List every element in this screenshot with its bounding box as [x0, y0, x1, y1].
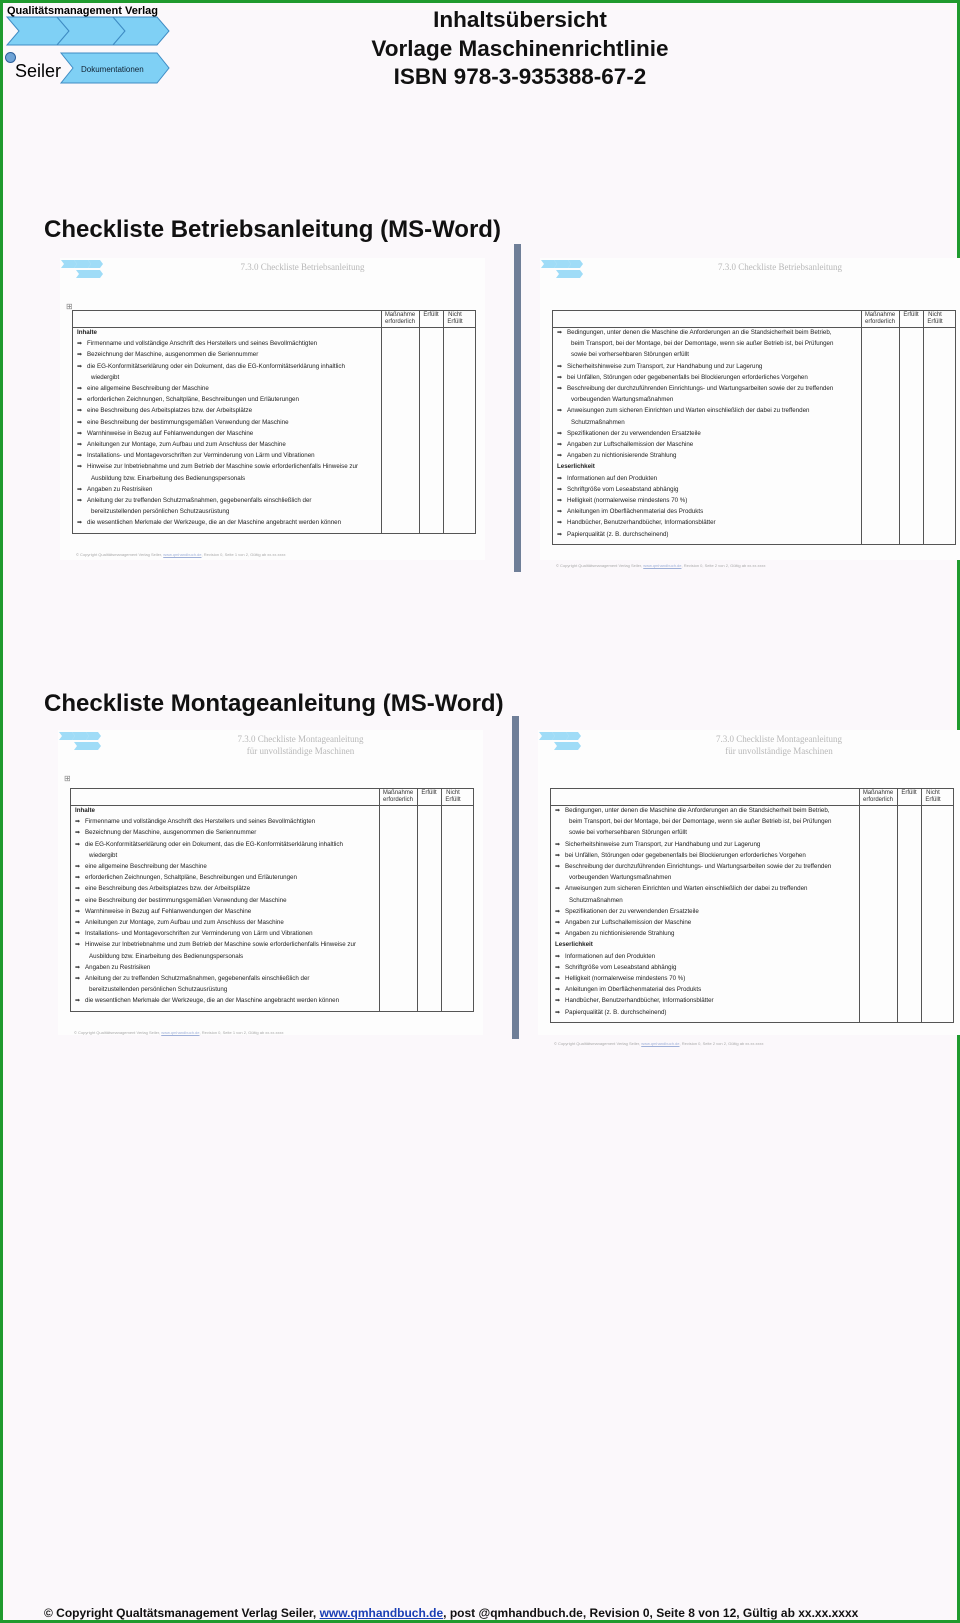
checklist-row-text: bei Unfällen, Störungen oder gegebenenfalls bei Blockierungen erforderliches Vorgehen — [565, 851, 806, 859]
arrow-icon: ➡ — [77, 352, 83, 359]
checklist-row — [75, 874, 297, 882]
checklist-row-text: wiedergibt — [91, 373, 120, 381]
arrow-icon: ➡ — [75, 897, 81, 904]
checklist-row-text: vorbeugenden Wartungsmaßnahmen — [571, 396, 674, 404]
preview-footer — [554, 1041, 764, 1046]
arrow-icon: ➡ — [75, 830, 81, 837]
checklist-row-text: Schriftgröße vom Leseabstand abhängig — [567, 485, 679, 493]
checklist-row — [75, 807, 95, 815]
checklist-row-text: erforderlichen Zeichnungen, Schaltpläne, Beschreibungen und Erläuterungen — [85, 874, 297, 882]
arrow-icon: ➡ — [77, 520, 83, 527]
arrow-icon: ➡ — [557, 531, 563, 538]
table-anchor-icon: ⊞ — [66, 302, 73, 311]
checklist-row-text: Bedingungen, unter denen die Maschine die Anforderungen an die Standsicherheit beim Betrieb, — [567, 329, 832, 336]
section-title-betriebsanleitung: Checkliste Betriebsanleitung (MS-Word) — [44, 216, 501, 243]
checklist-row-text: Firmenname und vollständige Anschrift des Herstellers und seines Bevollmächtigten — [85, 818, 316, 826]
arrow-icon: ➡ — [557, 408, 563, 415]
preview-footer-text: © Copyright Qualitätsmanagement Verlag Seiler, — [554, 1040, 641, 1046]
arrow-icon: ➡ — [555, 953, 561, 960]
mini-logo-icon — [538, 730, 583, 752]
checklist-row — [75, 829, 256, 837]
preview-title-line: 7.3.0 Checkliste Betriebsanleitung — [240, 262, 365, 272]
checklist-row-text: Spezifikationen der zu verwendenden Ersatzteile — [565, 907, 699, 915]
arrow-icon: ➡ — [555, 964, 561, 971]
preview-footer-rest: , Revision 0, Seite 1 von 2, Gültig ab xx.xx.xxxx — [201, 551, 286, 557]
checklist-row-text: Angaben zu nichtionisierende Strahlung — [565, 930, 675, 938]
checklist-row-text: erforderlichen Zeichnungen, Schaltpläne, Beschreibungen und Erläuterungen — [87, 396, 299, 404]
preview-footer-text: © Copyright Qualitätsmanagement Verlag Seiler, — [76, 551, 163, 557]
checklist-row-text: Anleitungen zur Montage, zum Aufbau und zum Anschluss der Maschine — [85, 919, 284, 926]
preview-title-line: 7.3.0 Checkliste Montageanleitung — [716, 734, 842, 744]
publisher-logo — [5, 5, 185, 90]
checklist-row — [77, 452, 315, 460]
checklist-row — [75, 885, 250, 893]
checklist-row-text: Schutzmaßnahmen — [569, 896, 623, 904]
checklist-row — [77, 340, 317, 348]
checklist-row-text: Leserlichkeit — [557, 463, 595, 471]
checklist-row-text: wiedergibt — [89, 851, 118, 859]
arrow-icon: ➡ — [77, 442, 83, 448]
arrow-icon: ➡ — [77, 386, 83, 392]
preview-footer-rest: , Revision 0, Seite 2 von 2, Gültig ab xx.xx.xxxx — [679, 1040, 764, 1046]
checklist-row-text: die wesentlichen Merkmale der Werkzeuge, die an der Maschine angebracht werden können — [85, 997, 340, 1005]
preview-footer — [76, 552, 286, 557]
preview-footer — [556, 563, 766, 568]
table-column-line — [899, 311, 900, 544]
column-header: Maßnahme erforderlich — [864, 312, 896, 325]
checklist-row — [557, 463, 595, 471]
checklist-row — [557, 531, 668, 539]
table-column-line — [897, 789, 898, 1022]
checklist-row — [77, 374, 119, 382]
arrow-icon: ➡ — [557, 386, 563, 392]
table-column-line — [443, 311, 444, 533]
arrow-icon: ➡ — [77, 464, 83, 471]
checklist-row — [557, 497, 687, 505]
header-line-3: ISBN 978-3-935388-67-2 — [393, 64, 647, 89]
table-column-line — [861, 311, 862, 544]
arrow-icon: ➡ — [557, 442, 563, 448]
table-column-line — [381, 311, 382, 533]
checklist-row-text: Beschreibung der durchzuführenden Einrichtungs- und Wartungsarbeiten sowie der zu treffenden — [567, 385, 834, 392]
preview-page-title — [600, 261, 960, 273]
checklist-row-text: Installations- und Montagevorschriften zur Verminderung von Lärm und Vibrationen — [85, 930, 313, 938]
column-header: Erfüllt — [421, 790, 437, 796]
logo-top-text: Qualitätsmanagement Verlag — [7, 5, 158, 17]
arrow-icon: ➡ — [75, 942, 81, 949]
checklist-row — [555, 930, 674, 938]
arrow-icon: ➡ — [555, 841, 561, 848]
preview-page-title — [118, 733, 483, 757]
checklist-row-text: eine Beschreibung der bestimmungsgemäßen Verwendung der Maschine — [87, 418, 289, 426]
arrow-icon: ➡ — [555, 864, 561, 870]
checklist-row-text: Bezeichnung der Maschine, ausgenommen die Seriennummer — [85, 829, 257, 837]
arrow-icon: ➡ — [557, 430, 563, 437]
arrow-icon: ➡ — [557, 486, 563, 493]
arrow-icon: ➡ — [75, 931, 81, 938]
arrow-icon: ➡ — [77, 408, 83, 415]
mini-logo-icon — [58, 730, 103, 752]
checklist-row-text: Helligkeit (normalerweise mindestens 70 %) — [567, 497, 688, 504]
checklist-row — [77, 508, 229, 516]
checklist-row-text: Angaben zur Luftschallemission der Maschine — [567, 441, 694, 448]
checklist-row-text: Bezeichnung der Maschine, ausgenommen die Seriennummer — [87, 351, 259, 359]
checklist-row — [555, 897, 623, 905]
checklist-row — [75, 975, 310, 983]
checklist-row — [555, 852, 806, 860]
checklist-row-text: Hinweise zur Inbetriebnahme und zum Betrieb der Maschine sowie erforderlichenfalls Hinweise zur — [87, 463, 359, 471]
logo-brand: Seiler — [15, 61, 62, 81]
checklist-row — [75, 897, 287, 905]
arrow-icon: ➡ — [555, 908, 561, 915]
checklist-row — [555, 1009, 666, 1017]
checklist-row — [77, 385, 209, 393]
checklist-row-text: Papierqualität (z. B. durchscheinend) — [565, 1008, 667, 1016]
arrow-icon: ➡ — [557, 363, 563, 370]
checklist-row-text: Leserlichkeit — [555, 941, 593, 949]
footer-link[interactable]: www.qmhandbuch.de — [319, 1606, 444, 1620]
checklist-row — [557, 396, 673, 404]
column-header: Maßnahme erforderlich — [382, 790, 414, 803]
checklist-row — [557, 441, 693, 449]
checklist-row-text: Anleitungen zur Montage, zum Aufbau und zum Anschluss der Maschine — [87, 441, 286, 448]
checklist-row-text: Anweisungen zum sicheren Einrichten und Warten einschließlich der dabei zu treffenden — [567, 407, 810, 415]
preview-title-line: 7.3.0 Checkliste Montageanleitung — [237, 734, 364, 744]
preview-page-montage-2 — [538, 730, 960, 1046]
column-header: Erfüllt — [903, 312, 919, 318]
preview-footer — [74, 1030, 284, 1035]
mini-logo-icon — [540, 258, 585, 280]
checklist-row-text: Anleitungen im Oberflächenmaterial des Produkts — [565, 986, 702, 994]
checklist-row-text: Hinweise zur Inbetriebnahme und zum Betrieb der Maschine sowie erforderlichenfalls Hinweise zur — [85, 941, 357, 949]
arrow-icon: ➡ — [75, 864, 81, 870]
arrow-icon: ➡ — [77, 397, 83, 404]
arrow-icon: ➡ — [555, 998, 561, 1005]
checklist-row — [75, 841, 343, 849]
arrow-icon: ➡ — [557, 453, 563, 460]
checklist-row-text: beim Transport, bei der Montage, bei der Demontage, wenn sie außer Betrieb ist, bei Prüfungen — [571, 340, 834, 348]
checklist-table — [72, 310, 476, 534]
checklist-row — [557, 374, 808, 382]
checklist-row — [77, 441, 286, 449]
checklist-row — [75, 997, 339, 1005]
checklist-row — [75, 941, 356, 949]
preview-page-title — [120, 261, 485, 273]
preview-page-title — [598, 733, 960, 757]
checklist-table — [552, 310, 956, 545]
checklist-row-text: beim Transport, bei der Montage, bei der Demontage, wenn sie außer Betrieb ist, bei Prüfungen — [569, 818, 832, 826]
preview-footer-link[interactable]: www.qmhandbuch.de — [643, 562, 682, 568]
checklist-row — [557, 340, 833, 348]
checklist-row — [557, 508, 703, 516]
checklist-row-text: Sicherheitshinweise zum Transport, zur Handhabung und zur Lagerung — [565, 840, 761, 848]
checklist-row-text: Schriftgröße vom Leseabstand abhängig — [565, 963, 677, 971]
checklist-row — [75, 953, 243, 961]
checklist-row — [77, 463, 358, 471]
column-header: Maßnahme erforderlich — [384, 312, 416, 325]
table-column-line — [859, 789, 860, 1022]
arrow-icon: ➡ — [555, 987, 561, 994]
checklist-row-text: vorbeugenden Wartungsmaßnahmen — [569, 874, 672, 882]
checklist-table — [550, 788, 954, 1023]
checklist-row-text: Bedingungen, unter denen die Maschine die Anforderungen an die Standsicherheit beim Betrieb, — [565, 807, 830, 814]
checklist-row — [555, 919, 691, 927]
checklist-row-text: eine Beschreibung der bestimmungsgemäßen Verwendung der Maschine — [85, 896, 287, 904]
checklist-row-text: die EG-Konformitätserklärung oder ein Dokument, das die EG-Konformitätserklärung inhaltlich — [85, 840, 343, 848]
checklist-row — [555, 975, 685, 983]
checklist-row — [555, 953, 655, 961]
checklist-row-text: Handbücher, Benutzerhandbücher, Informationsblätter — [567, 519, 716, 527]
checklist-row — [557, 385, 833, 393]
checklist-row-text: Helligkeit (normalerweise mindestens 70 %) — [565, 975, 686, 982]
checklist-row-text: Sicherheitshinweise zum Transport, zur Handhabung und zur Lagerung — [567, 362, 763, 370]
checklist-row-text: eine Beschreibung des Arbeitsplatzes bzw. der Arbeitsplätze — [87, 407, 253, 415]
arrow-icon: ➡ — [557, 509, 563, 516]
arrow-icon: ➡ — [75, 908, 81, 915]
checklist-row-text: eine Beschreibung des Arbeitsplatzes bzw. der Arbeitsplätze — [85, 885, 251, 893]
checklist-row — [555, 908, 699, 916]
arrow-icon: ➡ — [75, 819, 81, 826]
checklist-table — [70, 788, 474, 1012]
checklist-row — [77, 486, 152, 494]
checklist-row-text: die wesentlichen Merkmale der Werkzeuge, die an der Maschine angebracht werden können — [87, 519, 342, 527]
checklist-row — [77, 419, 289, 427]
checklist-row — [75, 863, 207, 871]
arrow-icon: ➡ — [75, 920, 81, 926]
checklist-row-text: Spezifikationen der zu verwendenden Ersatzteile — [567, 429, 701, 437]
column-header: Erfüllt — [423, 312, 439, 318]
checklist-row — [77, 407, 252, 415]
column-header: Nicht Erfüllt — [445, 790, 461, 803]
checklist-row — [555, 807, 830, 815]
preview-footer-text: © Copyright Qualitätsmanagement Verlag Seiler, — [556, 562, 643, 568]
checklist-row — [77, 519, 341, 527]
header-line-1: Inhaltsübersicht — [433, 7, 607, 32]
checklist-row-text: Inhalte — [75, 807, 95, 814]
checklist-row — [555, 941, 593, 949]
arrow-icon: ➡ — [77, 486, 83, 493]
arrow-icon: ➡ — [77, 363, 83, 370]
checklist-row-text: bereitzustellenden persönlichen Schutzausrüstung — [89, 986, 228, 994]
checklist-row-text: Schutzmaßnahmen — [571, 418, 625, 426]
checklist-row — [557, 519, 716, 527]
preview-title-line: 7.3.0 Checkliste Betriebsanleitung — [718, 262, 842, 272]
checklist-row-text: Anweisungen zum sicheren Einrichten und Warten einschließlich der dabei zu treffenden — [565, 885, 808, 893]
checklist-row — [555, 818, 831, 826]
page-divider — [514, 244, 521, 572]
page-divider — [512, 716, 519, 1039]
checklist-row — [557, 329, 832, 337]
preview-footer-text: © Copyright Qualitätsmanagement Verlag Seiler, — [74, 1029, 161, 1035]
table-anchor-icon: ⊞ — [64, 774, 71, 783]
checklist-row-text: Anleitung der zu treffenden Schutzmaßnahmen, gegebenenfalls einschließlich der — [85, 975, 310, 982]
checklist-row-text: eine allgemeine Beschreibung der Maschine — [85, 863, 207, 870]
preview-footer-rest: , Revision 0, Seite 1 von 2, Gültig ab xx.xx.xxxx — [199, 1029, 284, 1035]
arrow-icon: ➡ — [75, 841, 81, 848]
arrow-icon: ➡ — [557, 475, 563, 482]
checklist-row-text: Firmenname und vollständige Anschrift des Herstellers und seines Bevollmächtigten — [87, 340, 318, 348]
section-title-montageanleitung: Checkliste Montageanleitung (MS-Word) — [44, 690, 504, 717]
arrow-icon: ➡ — [77, 430, 83, 437]
arrow-icon: ➡ — [555, 976, 561, 982]
table-column-line — [379, 789, 380, 1011]
arrow-icon: ➡ — [557, 330, 563, 336]
preview-page-montage-1 — [58, 730, 483, 1035]
header-line-2: Vorlage Maschinenrichtlinie — [371, 35, 669, 61]
checklist-row — [555, 986, 701, 994]
preview-page-betrieb-2 — [540, 258, 960, 568]
checklist-row — [75, 964, 150, 972]
preview-page-betrieb-1 — [60, 258, 485, 560]
checklist-row — [75, 818, 315, 826]
checklist-row — [77, 430, 253, 438]
checklist-row — [77, 396, 299, 404]
checklist-row — [555, 874, 671, 882]
checklist-row — [77, 475, 245, 483]
column-header: Maßnahme erforderlich — [862, 790, 894, 803]
checklist-row — [75, 908, 251, 916]
checklist-row-text: bei Unfällen, Störungen oder gegebenenfalls bei Blockierungen erforderliches Vorgehen — [567, 373, 808, 381]
arrow-icon: ➡ — [75, 875, 81, 882]
checklist-row-text: Angaben zu Restrisiken — [85, 963, 151, 971]
checklist-row — [555, 863, 831, 871]
table-column-line — [441, 789, 442, 1011]
checklist-row — [555, 885, 807, 893]
checklist-row — [557, 363, 762, 371]
arrow-icon: ➡ — [75, 964, 81, 971]
arrow-icon: ➡ — [555, 920, 561, 926]
column-header: Erfüllt — [901, 790, 917, 796]
checklist-row — [555, 841, 760, 849]
preview-footer-link[interactable]: www.qmhandbuch.de — [641, 1040, 680, 1046]
checklist-row — [555, 964, 676, 972]
checklist-row — [557, 430, 701, 438]
checklist-row — [77, 363, 345, 371]
checklist-row — [557, 475, 657, 483]
checklist-row — [75, 986, 227, 994]
checklist-row-text: Ausbildung bzw. Einarbeitung des Bedienungspersonals — [91, 474, 246, 482]
arrow-icon: ➡ — [555, 808, 561, 814]
checklist-row-text: Informationen auf den Produkten — [565, 952, 656, 960]
arrow-icon: ➡ — [77, 453, 83, 460]
checklist-row — [555, 829, 687, 837]
checklist-row-text: Ausbildung bzw. Einarbeitung des Bedienungspersonals — [89, 952, 244, 960]
checklist-row-text: Warnhinweise in Bezug auf Fehlanwendungen der Maschine — [87, 429, 254, 437]
checklist-row-text: Papierqualität (z. B. durchscheinend) — [567, 530, 669, 538]
arrow-icon: ➡ — [77, 498, 83, 504]
checklist-row-text: Beschreibung der durchzuführenden Einrichtungs- und Wartungsarbeiten sowie der zu treffenden — [565, 863, 832, 870]
checklist-row — [77, 497, 312, 505]
mini-logo-icon — [60, 258, 105, 280]
arrow-icon: ➡ — [557, 374, 563, 381]
checklist-row-text: Handbücher, Benutzerhandbücher, Informationsblätter — [565, 997, 714, 1005]
arrow-icon: ➡ — [75, 998, 81, 1005]
preview-footer-link[interactable]: www.qmhandbuch.de — [161, 1029, 200, 1035]
checklist-row — [557, 452, 676, 460]
arrow-icon: ➡ — [75, 976, 81, 982]
checklist-row — [75, 852, 117, 860]
checklist-row — [77, 351, 258, 359]
logo-sub-text: Dokumentationen — [81, 65, 144, 74]
checklist-row-text: Installations- und Montagevorschriften zur Verminderung von Lärm und Vibrationen — [87, 452, 315, 460]
checklist-row-text: Informationen auf den Produkten — [567, 474, 658, 482]
arrow-icon: ➡ — [77, 419, 83, 426]
arrow-icon: ➡ — [77, 341, 83, 348]
checklist-row-text: Warnhinweise in Bezug auf Fehlanwendungen der Maschine — [85, 907, 252, 915]
checklist-row — [77, 329, 97, 337]
preview-title-line: für unvollständige Maschinen — [725, 746, 833, 756]
checklist-row — [75, 930, 313, 938]
arrow-icon: ➡ — [555, 852, 561, 859]
column-header: Nicht Erfüllt — [927, 312, 943, 325]
checklist-row — [557, 419, 625, 427]
footer-prefix: © Copyright Qualtätsmanagement Verlag Seiler, — [44, 1606, 320, 1620]
checklist-row-text: bereitzustellenden persönlichen Schutzausrüstung — [91, 508, 230, 516]
table-column-line — [419, 311, 420, 533]
checklist-row-text: eine allgemeine Beschreibung der Maschine — [87, 385, 209, 392]
arrow-icon: ➡ — [555, 1009, 561, 1016]
preview-footer-link[interactable]: www.qmhandbuch.de — [163, 551, 202, 557]
table-column-line — [923, 311, 924, 544]
checklist-row — [555, 997, 714, 1005]
checklist-row-text: die EG-Konformitätserklärung oder ein Dokument, das die EG-Konformitätserklärung inhaltlich — [87, 362, 345, 370]
footer-suffix: , post @qmhandbuch.de, Revision 0, Seite 8 von 12, Gültig ab xx.xx.xxxx — [443, 1606, 859, 1620]
preview-footer-rest: , Revision 0, Seite 2 von 2, Gültig ab xx.xx.xxxx — [681, 562, 766, 568]
checklist-row-text: Anleitung der zu treffenden Schutzmaßnahmen, gegebenenfalls einschließlich der — [87, 497, 312, 504]
checklist-row — [557, 351, 689, 359]
arrow-icon: ➡ — [555, 931, 561, 938]
checklist-row-text: sowie bei vorhersehbaren Störungen erfüllt — [569, 829, 687, 837]
checklist-row-text: Inhalte — [77, 329, 97, 336]
arrow-icon: ➡ — [557, 498, 563, 504]
page-header — [260, 6, 780, 92]
checklist-row-text: Angaben zur Luftschallemission der Maschine — [565, 919, 692, 926]
checklist-row-text: Angaben zu nichtionisierende Strahlung — [567, 452, 677, 460]
arrow-icon: ➡ — [555, 886, 561, 893]
arrow-icon: ➡ — [557, 520, 563, 527]
preview-title-line: für unvollständige Maschinen — [246, 746, 355, 756]
checklist-row — [75, 919, 284, 927]
table-column-line — [921, 789, 922, 1022]
table-column-line — [417, 789, 418, 1011]
checklist-row — [557, 486, 678, 494]
checklist-row-text: Anleitungen im Oberflächenmaterial des Produkts — [567, 508, 704, 516]
column-header: Nicht Erfüllt — [447, 312, 463, 325]
checklist-row-text: sowie bei vorhersehbaren Störungen erfüllt — [571, 351, 689, 359]
copyright-footer — [44, 1606, 858, 1620]
column-header: Nicht Erfüllt — [925, 790, 941, 803]
arrow-icon: ➡ — [75, 886, 81, 893]
checklist-row-text: Angaben zu Restrisiken — [87, 485, 153, 493]
checklist-row — [557, 407, 809, 415]
